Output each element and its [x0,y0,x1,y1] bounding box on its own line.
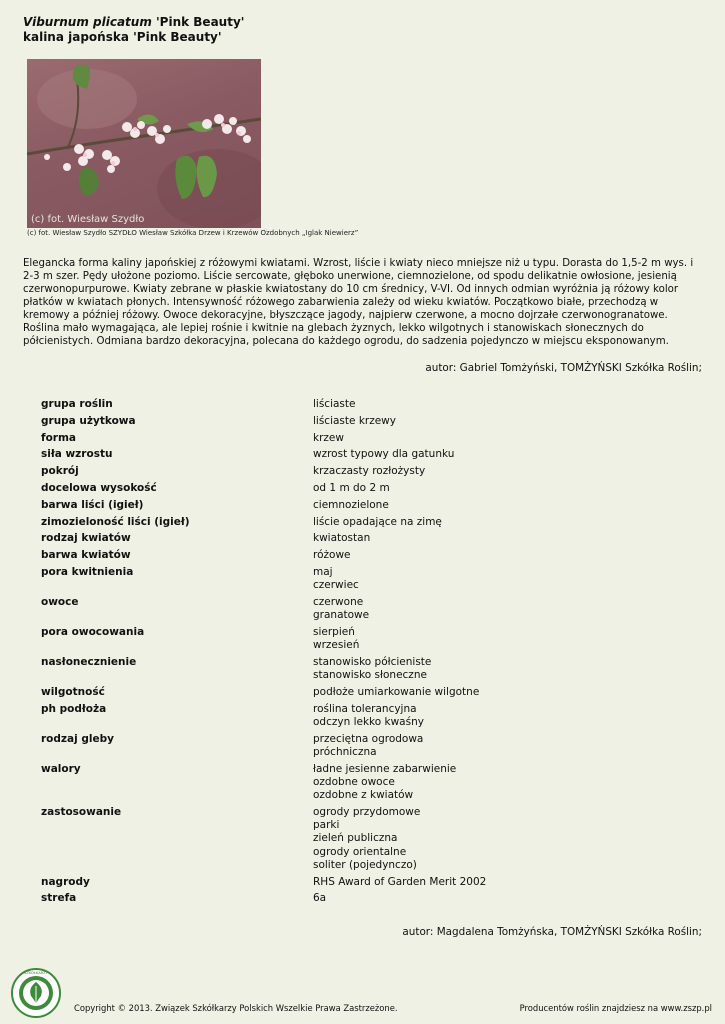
plant-photo [27,59,261,228]
attribute-value [313,656,643,686]
attribute-value-line: ciemnozielone [313,498,389,511]
latin-name: Viburnum plicatum [23,15,152,29]
attribute-value [313,432,643,449]
attribute-row [41,415,643,432]
attribute-value [313,763,643,806]
attribute-key: forma [41,431,76,444]
attribute-key: zastosowanie [41,805,122,818]
attribute-value [313,566,643,596]
plant-common-name: kalina japońska 'Pink Beauty' [23,30,222,44]
attribute-value [313,733,643,763]
plant-description: Elegancka forma kaliny japońskiej z różowymi kwiatami. Wzrost, liście i kwiaty nieco mniejsze niż u typu. Dorasta do 1,5-2 m wys. i 2-3 m szer. Pędy ułożone poziomo. Liście sercowate, głęboko unerwione, ciemnozielone, od spodu delikatnie owłosione, jesienią czerwonopurpurowe. Kwiaty zebrane w płaskie kwiatostany do 10 cm średnicy, V-VI. Od innych odmian wyróżnia ją różowy kolor płatków w kwiatach płonych. Intensywność różowego zabarwienia zależy od wieku kwiatów. Początkowo białe, przechodzą w kremowy a później różowy. Owoce dekoracyjne, błyszczące jagody, najpierw czerwone, a mocno dojrzałe czerwonogranatowe. Roślina mało wymagająca, ale lepiej rośnie i kwitnie na glebach żyznych, lekko wilgotnych i stanowiskach słonecznych do półcienistych. Odmiana bardzo dekoracyjna, polecana do każdego ogrodu, do sadzenia pojedynczo w miejscu eksponowanym. [23,258,694,347]
attribute-value [313,532,643,549]
attribute-value-line: liściaste [313,398,356,410]
attribute-value-line: ozdobne owoce [313,775,395,788]
attribute-value-line: zieleń publiczna [313,832,398,845]
attribute-key: owoce [41,595,79,608]
attribute-value-line: próchniczna [313,745,377,758]
attribute-key: barwa kwiatów [41,549,131,562]
attribute-value-line: 6a [313,892,327,905]
attribute-value-line: maj [313,565,333,578]
attribute-value-line: ogrody orientalne [313,845,407,858]
attribute-key: pora owocowania [41,625,145,638]
attributes-body [41,398,643,909]
attribute-key: rodzaj kwiatów [41,532,131,545]
attribute-value [313,626,643,656]
attribute-row [41,499,643,516]
attribute-value [313,448,643,465]
attribute-value [313,516,643,533]
attribute-value-line: liście opadające na zimę [313,515,442,528]
description-author: autor: Gabriel Tomżyński, TOMŻYŃSKI Szkółka Roślin; [425,362,702,374]
attribute-value [313,465,643,482]
photo-caption: (c) fot. Wiesław Szydło SZYDŁO Wiesław Szkółka Drzew i Krzewów Ozdobnych „Iglak Niewierz” [27,229,359,237]
attribute-key: ph podłoża [41,702,107,715]
attribute-value-line: granatowe [313,609,370,622]
attribute-key: nasłonecznienie [41,655,137,668]
flowering-branch-image [27,59,261,228]
attribute-value-line: liściaste krzewy [313,414,396,427]
attribute-row [41,596,643,626]
attribute-row [41,806,643,876]
attribute-value [313,549,643,566]
attribute-key: docelowa wysokość [41,481,157,494]
attribute-value-line: przeciętna ogrodowa [313,732,424,745]
attribute-row [41,656,643,686]
attribute-key: zimozieloność liści (igieł) [41,515,190,528]
attributes-author: autor: Magdalena Tomżyńska, TOMŻYŃSKI Szkółka Roślin; [402,926,702,938]
attribute-value-line: soliter (pojedynczo) [313,858,417,871]
attribute-value-line: parki [313,819,340,832]
attribute-row [41,448,643,465]
attribute-row [41,482,643,499]
plant-scientific-name [23,15,244,30]
attribute-key: siła wzrostu [41,448,113,461]
attribute-value [313,892,643,909]
attributes-table [41,398,643,909]
attribute-row [41,733,643,763]
attribute-key: pokrój [41,465,79,478]
attribute-row [41,763,643,806]
attribute-value [313,596,643,626]
attribute-row [41,432,643,449]
attribute-value-line: różowe [313,549,351,562]
footer-copyright: Copyright © 2013. Związek Szkółkarzy Polskich Wszelkie Prawa Zastrzeżone. [74,1003,398,1013]
attribute-key: grupa użytkowa [41,414,136,427]
attribute-value-line: RHS Award of Garden Merit 2002 [313,875,487,888]
attribute-value [313,482,643,499]
attribute-value [313,415,643,432]
attribute-row [41,532,643,549]
attribute-key: walory [41,762,81,775]
attribute-key: wilgotność [41,685,105,698]
attribute-value [313,703,643,733]
attribute-row [41,566,643,596]
attribute-value-line: roślina tolerancyjna [313,702,417,715]
attribute-value-line: krzaczasty rozłożysty [313,465,426,478]
attribute-row [41,876,643,893]
attribute-value-line: kwiatostan [313,532,371,545]
attribute-key: rodzaj gleby [41,732,114,745]
attribute-key: strefa [41,892,77,905]
attribute-row [41,549,643,566]
attribute-value-line: czerwiec [313,579,359,592]
logo-lettering: SZKÓŁKARZY [24,971,48,976]
attribute-value-line: wzrost typowy dla gatunku [313,448,455,461]
attribute-value [313,806,643,876]
attribute-value-line: ozdobne z kwiatów [313,789,414,802]
attribute-key: nagrody [41,875,90,888]
zszp-logo-icon [11,968,61,1018]
attribute-value-line: stanowisko półcieniste [313,655,432,668]
attribute-value-line: odczyn lekko kwaśny [313,715,424,728]
attribute-value-line: sierpień [313,625,355,638]
attribute-key: pora kwitnienia [41,565,134,578]
attribute-key: barwa liści (igieł) [41,498,144,511]
attribute-row [41,686,643,703]
attribute-row [41,626,643,656]
attribute-key: grupa roślin [41,398,113,410]
attribute-value-line: podłoże umiarkowanie wilgotne [313,685,480,698]
attribute-value [313,876,643,893]
attribute-value-line: od 1 m do 2 m [313,481,390,494]
attribute-value [313,398,643,415]
attribute-value-line: krzew [313,431,344,444]
attribute-value-line: wrzesień [313,639,360,652]
attribute-value-line: ładne jesienne zabarwienie [313,762,457,775]
attribute-value [313,686,643,703]
photo-watermark: (c) fot. Wiesław Szydło [31,214,145,225]
attribute-value-line: czerwone [313,595,364,608]
attribute-row [41,892,643,909]
attribute-value-line: stanowisko słoneczne [313,669,427,682]
plant-title [23,15,244,45]
attribute-row [41,465,643,482]
footer-producers-link[interactable]: Producentów roślin znajdziesz na www.zszp.pl [519,1003,712,1013]
attribute-value [313,499,643,516]
attribute-row [41,398,643,415]
attribute-value-line: ogrody przydomowe [313,805,421,818]
attribute-row [41,703,643,733]
cultivar-name: 'Pink Beauty' [151,15,245,29]
attribute-row [41,516,643,533]
